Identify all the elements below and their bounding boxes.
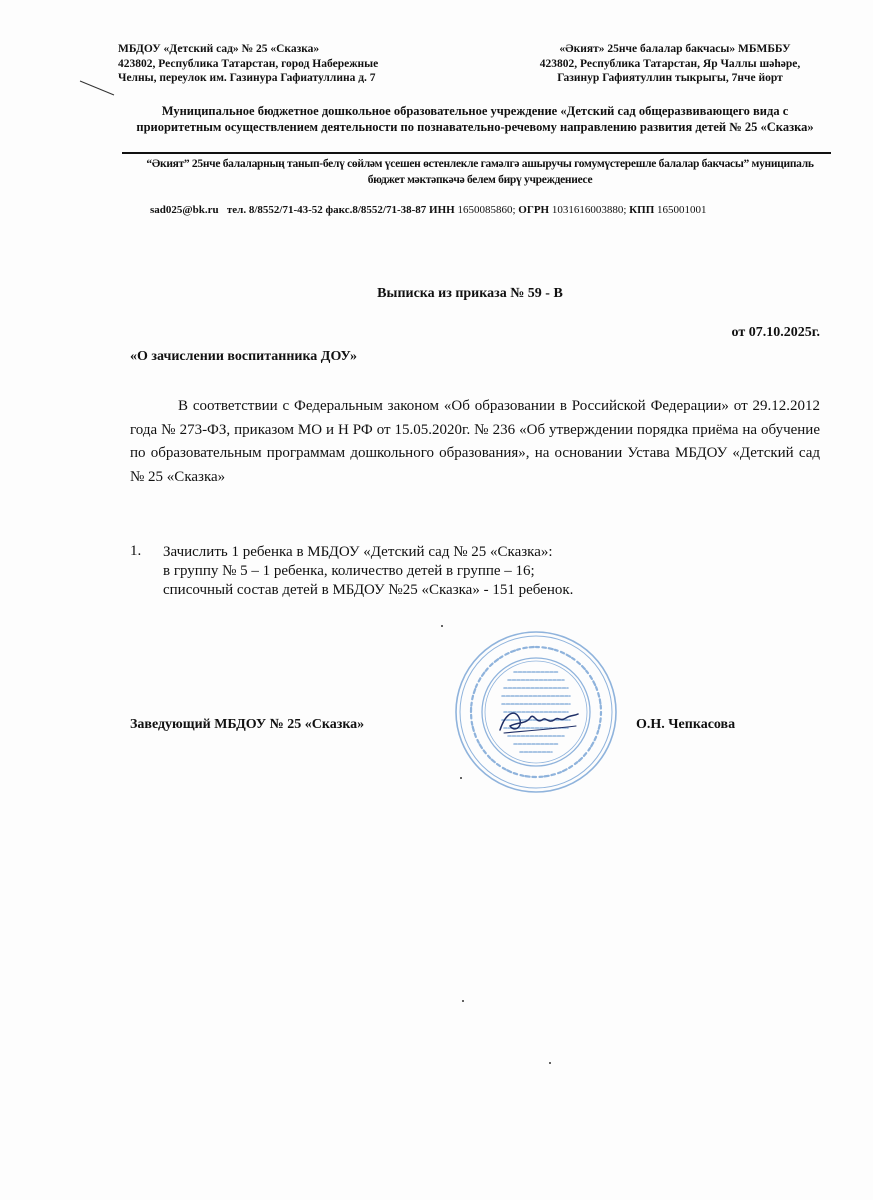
header-divider bbox=[122, 152, 831, 154]
stamp-ring-glyph bbox=[525, 776, 529, 777]
stamp-ring-glyph bbox=[579, 758, 582, 761]
list-item-line2: в группу № 5 – 1 ребенка, количество детей в группе – 16; bbox=[163, 563, 535, 579]
stamp-ring-glyph bbox=[477, 740, 478, 743]
inn-value: 1650085860; bbox=[457, 204, 516, 216]
stamp-ring-glyph bbox=[473, 727, 474, 731]
preamble-text: В соответствии с Федеральным законом «Об образовании в Российской Федерации» от 29.12.2012 года № 273-ФЗ, приказом МО и Н РФ от 15.05.2020г. № 236 «Об утверждении порядка приёма на обучение по образовательным программам дошкольного образования», на основании Устава МБДОУ «Детский сад № 25 «Сказка» bbox=[130, 398, 820, 485]
header-left-block bbox=[118, 42, 498, 86]
stamp-ring-glyph bbox=[492, 760, 495, 763]
document-subject: «О зачислении воспитанника ДОУ» bbox=[130, 349, 357, 364]
stamp-ring-glyph bbox=[500, 656, 503, 658]
stamp-ring-glyph bbox=[575, 762, 577, 764]
contact-phones: тел. 8/8552/71-43-52 факс.8/8552/71-38-87 bbox=[226, 204, 427, 216]
stamp-ring-glyph bbox=[572, 658, 574, 660]
stamp-ring-glyph bbox=[600, 718, 601, 722]
list-item-line1: Зачислить 1 ребенка в МБДОУ «Детский сад № 25 «Сказка»: bbox=[163, 544, 553, 560]
header-left-line2: 423802, Республика Татарстан, город Набережные bbox=[118, 57, 379, 70]
stamp-ring-glyph bbox=[517, 649, 520, 650]
stamp-ring-glyph bbox=[595, 737, 597, 740]
stamp-ring-glyph bbox=[551, 774, 555, 775]
stamp-ring-glyph bbox=[600, 699, 601, 703]
stamp-ring-glyph bbox=[561, 652, 564, 654]
stamp-ring-glyph bbox=[503, 768, 506, 769]
stamp-ring-glyph bbox=[521, 775, 524, 776]
stamp-ring-glyph bbox=[598, 693, 599, 697]
scan-speck bbox=[460, 777, 462, 779]
inn-label: ИНН bbox=[429, 204, 455, 216]
stamp-ring-glyph bbox=[495, 659, 498, 662]
header-right-line1: «Әкият» 25нче балалар бакчасы» МБМББУ bbox=[559, 43, 791, 55]
stamp-ring-glyph bbox=[514, 773, 517, 774]
stamp-ring-glyph bbox=[505, 653, 508, 655]
preamble-paragraph bbox=[130, 395, 820, 489]
stamp-ring-glyph bbox=[490, 664, 493, 666]
stamp-ring-glyph bbox=[563, 769, 567, 771]
scan-speck bbox=[462, 1000, 464, 1002]
stamp-ring-glyph bbox=[590, 676, 592, 679]
stamp-ring-glyph bbox=[472, 696, 473, 700]
stamp-ring-glyph bbox=[484, 750, 486, 753]
handwritten-signature bbox=[496, 702, 582, 742]
stamp-ring-glyph bbox=[476, 684, 477, 687]
stamp-ring-glyph bbox=[523, 648, 527, 649]
stamp-ring-glyph bbox=[542, 647, 546, 648]
stamp-ring-glyph bbox=[588, 748, 590, 750]
stamp-ring-glyph bbox=[591, 743, 593, 747]
stamp-ring-glyph bbox=[472, 722, 473, 725]
stamp-ring-glyph bbox=[488, 756, 490, 758]
list-item-number: 1. bbox=[130, 543, 142, 559]
stamp-ring-glyph bbox=[597, 731, 598, 734]
ogrn-value: 1031616003880; bbox=[551, 204, 627, 216]
header-right-block bbox=[500, 42, 840, 86]
ogrn-label: ОГРН bbox=[518, 204, 550, 216]
stamp-ring-glyph bbox=[480, 745, 482, 749]
stamp-ring-glyph bbox=[567, 655, 571, 657]
stamp-ring-glyph bbox=[593, 681, 595, 685]
stamp-ring-glyph bbox=[599, 725, 600, 729]
header-right-line3: Газинур Гафиятуллин тыкрыгы, 7нче йорт bbox=[557, 72, 783, 84]
stamp-ring-glyph bbox=[584, 753, 586, 756]
stamp-ring-glyph bbox=[486, 669, 488, 671]
header-left-line1: МБДОУ «Детский сад» № 25 «Сказка» bbox=[118, 43, 320, 55]
stamp-ring-glyph bbox=[479, 678, 481, 681]
header-right-line2: 423802, Республика Татарстан, Яр Чаллы шәһәре, bbox=[539, 57, 801, 70]
stamp-ring-glyph bbox=[582, 666, 585, 669]
stamp-ring-glyph bbox=[577, 662, 580, 664]
kpp-value: 165001001 bbox=[657, 204, 707, 216]
stamp-ring-glyph bbox=[549, 648, 553, 649]
stamp-ring-glyph bbox=[474, 689, 475, 693]
contact-line bbox=[150, 203, 840, 217]
kpp-label: КПП bbox=[629, 204, 655, 216]
stamp-ring-glyph bbox=[558, 772, 561, 773]
org-tatar-name: “Әкият” 25нче балаларның танып-белү сөйләм үсешен өстенлекле гамәлгә ашыручы гомумүстерешле балалар бакчасы” муниципаль бюджет мәктәпкәчә белем бирү учреждениесе bbox=[146, 158, 814, 186]
scan-artifact-mark bbox=[78, 78, 118, 98]
list-item bbox=[163, 543, 823, 600]
org-full-name: Муниципальное бюджетное дошкольное образовательное учреждение «Детский сад общеразвивающего вида с приоритетным осуществлением деятельности по познавательно-речевому направлению развития детей № 25 «Сказка» bbox=[136, 104, 814, 134]
signatory-name: О.Н. Чепкасова bbox=[636, 717, 736, 732]
stamp-ring-glyph bbox=[507, 770, 511, 772]
stamp-ring-glyph bbox=[586, 671, 588, 673]
header-left-line3: Челны, переулок им. Газинура Гафиатуллина д. 7 bbox=[118, 72, 376, 84]
stamp-ring-glyph bbox=[475, 734, 476, 737]
signatory-position: Заведующий МБДОУ № 25 «Сказка» bbox=[130, 717, 365, 732]
stamp-ring-glyph bbox=[497, 764, 500, 766]
document-title: Выписка из приказа № 59 - В bbox=[377, 286, 563, 301]
contact-email: sad025@bk.ru bbox=[150, 204, 219, 216]
scan-speck bbox=[549, 1062, 551, 1064]
stamp-ring-glyph bbox=[569, 766, 572, 768]
stamp-ring-glyph bbox=[596, 687, 597, 690]
scan-speck bbox=[441, 625, 443, 627]
stamp-ring-glyph bbox=[555, 650, 558, 651]
list-item-line3: списочный состав детей в МБДОУ №25 «Сказка» - 151 ребенок. bbox=[163, 582, 574, 598]
stamp-ring-glyph bbox=[482, 673, 484, 676]
stamp-ring-glyph bbox=[511, 651, 515, 652]
document-date: от 07.10.2025г. bbox=[731, 325, 820, 340]
stamp-ring-glyph bbox=[545, 776, 549, 777]
